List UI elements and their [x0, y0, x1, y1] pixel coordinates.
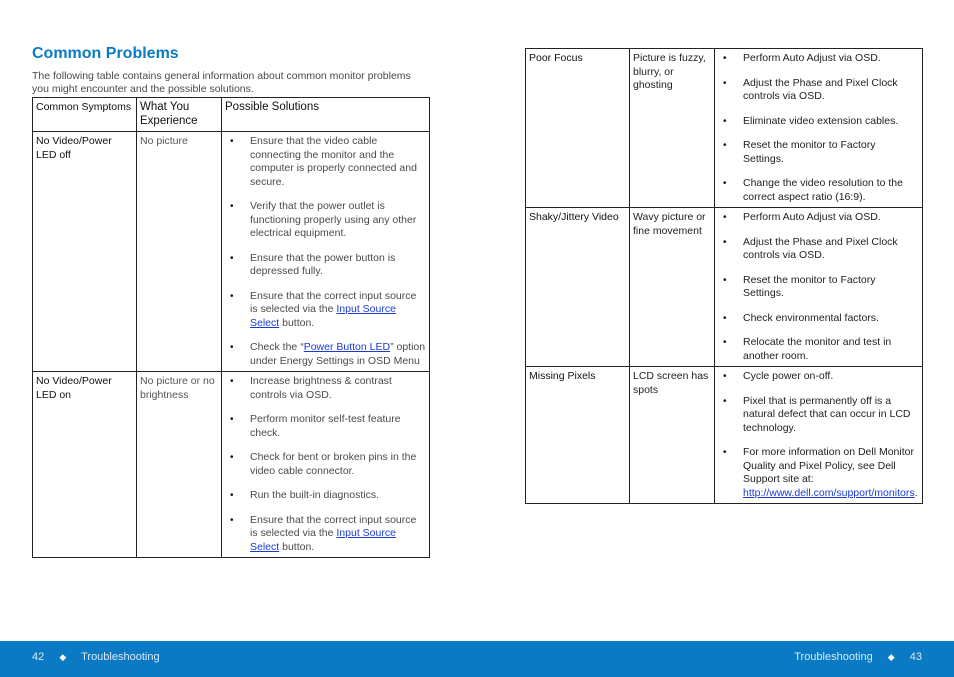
- solution-text: Adjust the Phase and Pixel Clock controls via OSD.: [743, 235, 898, 261]
- header-possible-solutions: Possible Solutions: [222, 98, 430, 132]
- experience-cell: LCD screen has spots: [630, 367, 715, 504]
- solution-text: Change the video resolution to the correct aspect ratio (16:9).: [743, 177, 903, 203]
- intro-text: The following table contains general information about common monitor problems you might encounter and the possible solutions.: [32, 70, 411, 95]
- solution-text: Check for bent or broken pins in the video cable connector.: [250, 451, 417, 477]
- solution-link[interactable]: Input Source Select: [250, 527, 396, 553]
- symptom-cell: Shaky/Jittery Video: [526, 208, 630, 367]
- solution-text: Increase brightness & contrast controls via OSD.: [250, 375, 392, 401]
- solution-item: [225, 375, 426, 402]
- solution-text: .: [914, 486, 918, 499]
- solution-item: [225, 489, 426, 503]
- solutions-list: [718, 370, 919, 500]
- bullet-icon: •: [723, 53, 727, 64]
- solution-item: [718, 395, 919, 436]
- table-row: [526, 49, 923, 208]
- solution-text: Check the “: [250, 341, 304, 353]
- solution-text: Ensure that the correct input source is selected via the: [250, 513, 417, 539]
- solution-link[interactable]: Power Button LED: [303, 341, 391, 353]
- bullet-icon: •: [230, 414, 234, 425]
- footer-section-right: Troubleshooting: [794, 651, 873, 663]
- solution-item: [225, 135, 426, 189]
- footer-right: [794, 651, 922, 663]
- bullet-icon: •: [230, 290, 234, 302]
- solution-item: [225, 451, 426, 478]
- experience-cell: Picture is fuzzy, blurry, or ghosting: [630, 49, 715, 208]
- solution-item: [718, 446, 919, 500]
- solution-item: [225, 341, 426, 368]
- solution-text: button.: [279, 316, 315, 329]
- solution-text: Reset the monitor to Factory Settings.: [743, 139, 876, 165]
- solution-item: [225, 413, 426, 440]
- solutions-cell: [222, 132, 430, 372]
- bullet-icon: •: [230, 252, 234, 264]
- solution-item: [718, 312, 919, 326]
- bullet-icon: •: [723, 178, 727, 189]
- solution-text: Perform Auto Adjust via OSD.: [743, 52, 881, 64]
- solution-text: Reset the monitor to Factory Settings.: [743, 273, 876, 299]
- bullet-icon: •: [723, 395, 727, 407]
- page-heading: Common Problems: [32, 45, 179, 62]
- solutions-list: [225, 135, 426, 368]
- solution-item: [718, 274, 919, 301]
- table-row: [526, 208, 923, 367]
- footer-left: [32, 651, 160, 663]
- bullet-icon: •: [230, 342, 234, 353]
- solution-link[interactable]: Input Source Select: [250, 303, 396, 329]
- symptom-cell: No Video/Power LED off: [33, 132, 137, 372]
- symptom-cell: No Video/Power LED on: [33, 372, 137, 558]
- solutions-list: [718, 211, 919, 363]
- solution-text: For more information on Dell Monitor Quality and Pixel Policy, see Dell Support site at:: [743, 446, 914, 485]
- bullet-icon: •: [230, 452, 234, 463]
- solutions-cell: [715, 49, 923, 208]
- common-problems-table-left: [32, 97, 430, 558]
- table-row: [33, 132, 430, 372]
- table-row: [33, 372, 430, 558]
- bullet-icon: •: [723, 212, 727, 223]
- solution-text: Cycle power on-off.: [743, 370, 834, 382]
- bullet-icon: •: [230, 136, 234, 147]
- solution-item: [718, 177, 919, 204]
- solution-text: Check environmental factors.: [743, 311, 879, 324]
- solutions-list: [225, 375, 426, 554]
- bullet-icon: •: [723, 274, 727, 286]
- solution-text: Run the built-in diagnostics.: [250, 489, 379, 501]
- bullet-icon: •: [723, 447, 727, 458]
- diamond-icon: ◆: [887, 652, 895, 662]
- bullet-icon: •: [230, 490, 234, 501]
- page-number-right: 43: [909, 651, 922, 663]
- bullet-icon: •: [230, 376, 234, 387]
- bullet-icon: •: [723, 77, 727, 89]
- bullet-icon: •: [723, 337, 727, 348]
- solution-item: [718, 211, 919, 225]
- footer-section-left: Troubleshooting: [81, 651, 160, 663]
- solution-item: [718, 52, 919, 66]
- solution-item: [225, 252, 426, 279]
- diamond-icon: ◆: [59, 652, 67, 662]
- solution-text: Ensure that the correct input source is selected via the: [250, 289, 417, 315]
- page-footer: [0, 641, 954, 677]
- solution-item: [718, 370, 919, 384]
- common-problems-table-right: [525, 48, 923, 504]
- solution-text: ” option under Energy Settings in OSD Menu: [250, 341, 426, 367]
- solution-text: Ensure that the power button is depressed fully.: [250, 251, 396, 277]
- header-what-you-experience: What You Experience: [137, 98, 222, 132]
- solution-item: [718, 77, 919, 104]
- bullet-icon: •: [723, 371, 727, 382]
- solution-item: [225, 200, 426, 241]
- bullet-icon: •: [230, 201, 234, 212]
- bullet-icon: •: [723, 312, 727, 324]
- solution-text: Verify that the power outlet is functioning properly using any other electrical equipment.: [250, 200, 417, 239]
- solution-text: Eliminate video extension cables.: [743, 114, 899, 127]
- page-number-left: 42: [32, 651, 45, 663]
- symptom-cell: Poor Focus: [526, 49, 630, 208]
- bullet-icon: •: [723, 236, 727, 248]
- solution-text: Adjust the Phase and Pixel Clock controls via OSD.: [743, 76, 898, 102]
- solution-text: Perform Auto Adjust via OSD.: [743, 211, 881, 223]
- experience-cell: No picture: [137, 132, 222, 372]
- solution-text: Pixel that is permanently off is a natural defect that can occur in LCD technology.: [743, 394, 911, 434]
- solutions-cell: [222, 372, 430, 558]
- symptom-cell: Missing Pixels: [526, 367, 630, 504]
- header-common-symptoms: Common Symptoms: [33, 98, 137, 132]
- solutions-cell: [715, 208, 923, 367]
- solution-text: Ensure that the video cable connecting the monitor and the computer is properly connected and secure.: [250, 135, 417, 188]
- solution-text: button.: [279, 540, 315, 553]
- table-header-row: [33, 98, 430, 132]
- solution-item: [718, 236, 919, 263]
- experience-cell: Wavy picture or fine movement: [630, 208, 715, 367]
- bullet-icon: •: [723, 115, 727, 127]
- experience-cell: No picture or no brightness: [137, 372, 222, 558]
- solutions-list: [718, 52, 919, 204]
- solution-item: [718, 139, 919, 166]
- solutions-cell: [715, 367, 923, 504]
- solution-text: Perform monitor self-test feature check.: [250, 413, 401, 439]
- solution-link[interactable]: http://www.dell.com/support/monitors: [743, 486, 915, 499]
- solution-item: [718, 115, 919, 129]
- bullet-icon: •: [230, 514, 234, 526]
- bullet-icon: •: [723, 140, 727, 151]
- solution-item: [225, 290, 426, 331]
- solution-item: [225, 514, 426, 555]
- table-row: [526, 367, 923, 504]
- solution-item: [718, 336, 919, 363]
- solution-text: Relocate the monitor and test in another room.: [743, 336, 892, 362]
